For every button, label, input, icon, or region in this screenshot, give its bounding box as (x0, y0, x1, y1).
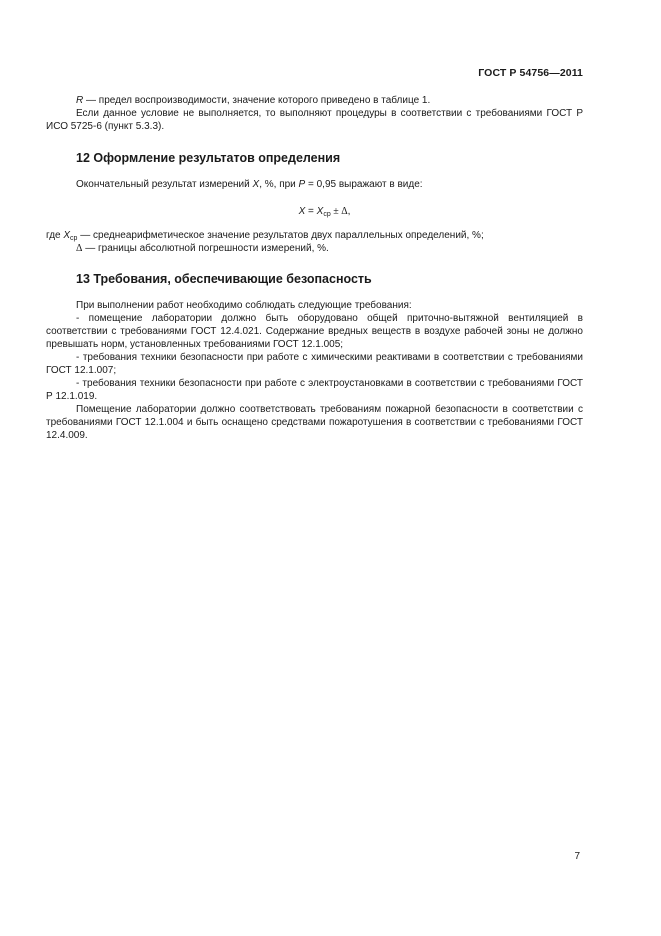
safety-intro: При выполнении работ необходимо соблюдать следующие требования: (76, 300, 412, 311)
r-symbol: R (76, 95, 84, 106)
definition-delta: Δ — границы абсолютной погрешности измерений, %. (76, 243, 329, 254)
formula-definitions (46, 229, 583, 255)
document-body (46, 94, 583, 442)
definition-x-avg: где $X_{ср}$ — среднеарифметическое значение результатов двух параллельных определений, %; (46, 230, 484, 242)
result-paragraph: Окончательный результат измерений X, %, при P = 0,95 выражают в виде: (76, 179, 423, 190)
result-formula: $X = X_{ср} \pm \Delta$, (298, 206, 351, 218)
fire-safety-paragraph: Помещение лаборатории должно соответствовать требованиям пожарной безопасности в соответствии с требованиями ГОСТ 12.1.004 и быть оснащено средствами пожаротушения в соответствии с требованиями ГОСТ 12.4.009. (46, 404, 583, 441)
document-header-id: ГОСТ Р 54756—2011 (478, 67, 583, 79)
r-definition (46, 94, 583, 107)
section-12-title: 12 Оформление результатов определения (76, 151, 341, 165)
safety-item-electrical: - требования техники безопасности при работе с электроустановками в соответствии с требованиями ГОСТ Р 12.1.019. (46, 378, 583, 402)
safety-item-chemicals: - требования техники безопасности при работе с химическими реактивами в соответствии с требованиями ГОСТ 12.1.007; (46, 352, 583, 376)
safety-item-ventilation: - помещение лаборатории должно быть оборудовано общей приточно-вытяжной вентиляцией в соответствии с требованиями ГОСТ 12.4.021. Содержание вредных веществ в воздухе рабочей зоны не должно превышать норм, установленных требованиями ГОСТ 12.1.005; (46, 313, 583, 350)
r-definition-text: — предел воспроизводимости, значение которого приведено в таблице 1. (83, 95, 431, 106)
page-number: 7 (574, 851, 580, 862)
condition-paragraph: Если данное условие не выполняется, то выполняют процедуры в соответствии с требованиями ГОСТ Р ИСО 5725-6 (пункт 5.3.3). (46, 108, 583, 132)
section-13-title: 13 Требования, обеспечивающие безопасность (76, 272, 372, 286)
